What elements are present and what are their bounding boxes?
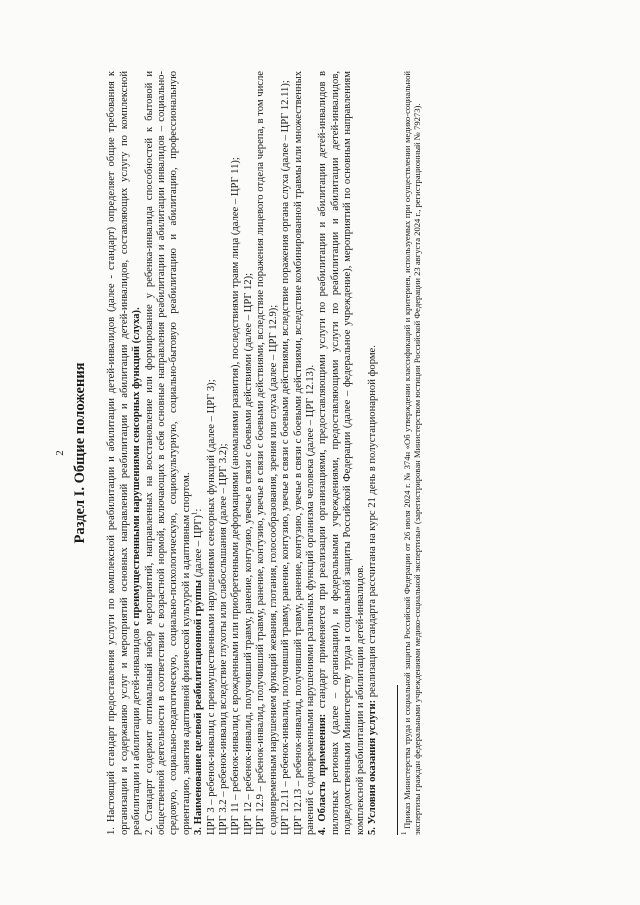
- paragraph-4-text: стандарт применяется при реализации организациями, предоставляющими услуги по реабилитации и абилитации детей-инвалидов в пилотных регионах (далее – организации), и федеральными учреждениями, предоставляющими услуги по реабилитации и абилитации детей-инвалидов, подведомственными Министерству труда и социальной защиты Российской Федерации (далее – федеральное учреждение), мероприятий по основным направлениям комплексной реабилитации и абилитации детей-инвалидов.: [317, 70, 366, 835]
- paragraph-3-text: (далее – ЦРГ): [193, 514, 205, 580]
- footnote-divider: [397, 685, 398, 835]
- crg-12: ЦРГ 12 – ребенок-инвалид, получивший травму, ранение, контузию, увечье в связи с боевыми действиями (далее – ЦРГ 12);: [242, 272, 254, 835]
- paragraph-2: 2. Стандарт содержит оптимальный набор мероприятий, направленных на восстановление или формирование у ребенка-инвалида способностей к бытовой и общественной деятельности в соответствии с возрастной нормой, включающих в себя основные направления реабилитации и абилитации инвалидов – социально-средовую, социально-педагогическую, социально-психологическую, социокультурную, социально-бытовую реабилитацию и абилитацию, профессиональную ориентацию, занятия адаптивной физической культурой и адаптивным спортом.: [143, 70, 192, 835]
- paragraph-5-bold: 5. Условия оказания услуги:: [366, 699, 378, 835]
- crg-12-11: ЦРГ 12.11 – ребенок-инвалид, получивший травму, ранение, контузию, увечье в связи с боевыми действиями, вследствие поражения органа слуха (далее – ЦРГ 12.11);: [280, 79, 292, 835]
- paragraph-1-bold: с преимущественными нарушениями сенсорных функций (слуха).: [131, 306, 143, 626]
- paragraph-4: [317, 71, 367, 835]
- crg-3-2: ЦРГ 3.2 – ребенок-инвалид вследствие глухоты или слабослышания (далее – ЦРГ 3.2);: [218, 442, 230, 835]
- paragraph-3-colon: :: [193, 508, 205, 512]
- paragraph-4-bold: 4. Область применения:: [317, 713, 329, 835]
- paragraph-1: [106, 71, 143, 835]
- crg-12-13: ЦРГ 12.13 – ребенок-инвалид, получивший травму, ранение, контузию, увечье в связи с боевыми действиями, вследствие комбинированной травмы или множественных ранений с одновременными нарушениями различных функций организма человека (далее – ЦРГ 12.13).: [292, 70, 316, 835]
- paragraph-3-bold: 3. Наименование целевой реабилитационной группы: [193, 579, 205, 835]
- footnote-ref: 1: [190, 511, 199, 515]
- crg-12-9: ЦРГ 12.9 – ребенок-инвалид, получивший травму, ранение, контузию, увечье в связи с боевыми действиями, вследствие поражения лицевого отдела черепа, в том числе с одновременным нарушением функций жевания, глотания, голосообразования, зрения или слуха (далее – ЦРГ 12.9);: [255, 70, 279, 835]
- paragraph-5: [367, 71, 379, 835]
- crg-3: ЦРГ 3 – ребенок-инвалид с преимущественными нарушениями сенсорных функций (далее – ЦРГ 3);: [205, 378, 217, 835]
- paragraph-5-text: реализация стандарта рассчитана на курс 21 день в полустационарной форме.: [366, 344, 378, 700]
- footnote-marker: 1: [400, 831, 409, 835]
- page-number: 2: [54, 449, 66, 456]
- rotated-content: [40, 43, 600, 863]
- paragraph-3: [190, 71, 205, 835]
- crg-11: ЦРГ 11 – ребенок-инвалид с врожденными или приобретенными деформациями (аномалиями развития), последствиями травм лица (далее – ЦРГ 11);: [230, 156, 242, 835]
- paragraph-1-text: 1. Настоящий стандарт предоставления услуги по комплексной реабилитации и абилитации детей-инвалидов (далее - стандарт) определяет общие требования к организации и содержанию услуг и мероприятий основных направлений реабилитации и абилитации детей-инвалидов, составляющих услугу по комплексной реабилитации и абилитации детей-инвалидов: [106, 70, 143, 835]
- footnote: [402, 71, 422, 835]
- footnote-text: Приказ Министерства труда и социальной защиты Российской Федерации от 26 июля 2024 г. № 374н «Об утверждении классификаций и критериев, используемых при осуществлении медико-социальной экспертизы граждан федеральными учреждениями медико-социальной экспертизы» (зарегистрирован Министерством юстиции Российской Федерации 23 августа 2024 г., регистрационный № 79273).: [402, 70, 423, 835]
- section-title: Раздел I. Общие положения: [72, 361, 89, 544]
